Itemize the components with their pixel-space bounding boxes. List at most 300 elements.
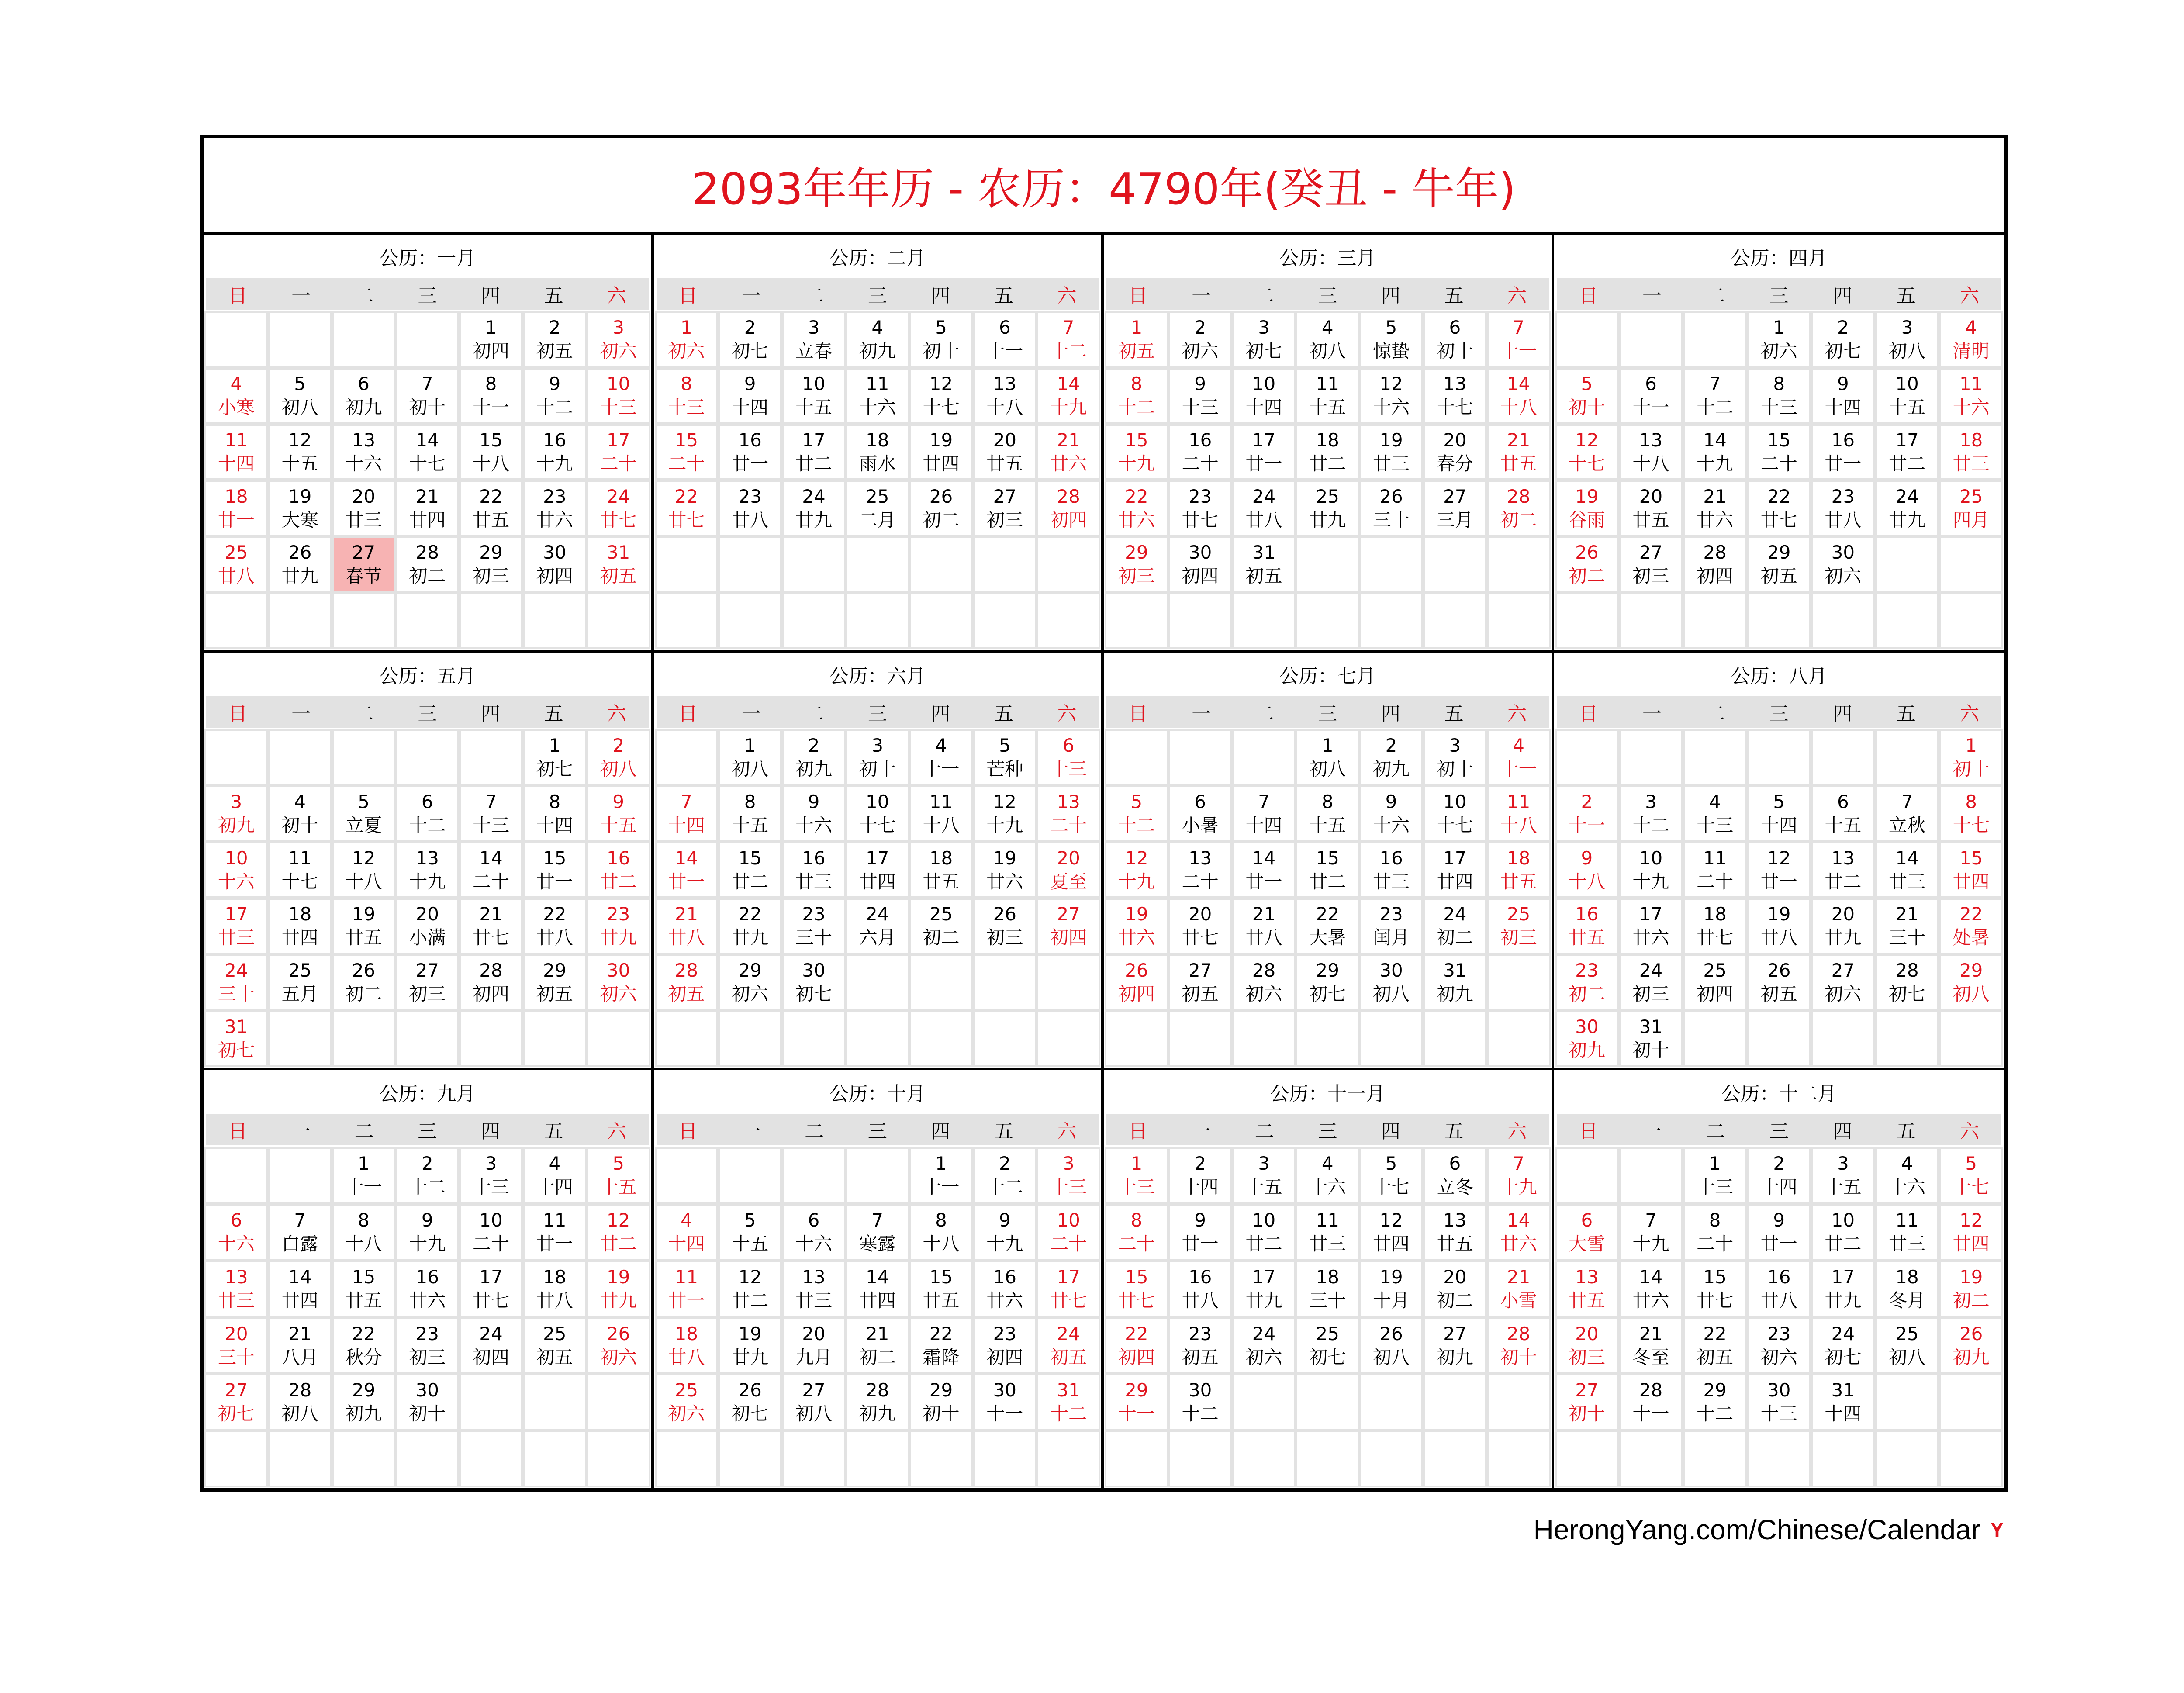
day-cell[interactable]	[1621, 1375, 1681, 1429]
day-cell[interactable]	[720, 1206, 780, 1259]
day-cell[interactable]	[720, 370, 780, 422]
day-cell[interactable]	[657, 1262, 717, 1316]
day-cell[interactable]	[525, 1262, 585, 1316]
day-cell[interactable]	[784, 787, 844, 840]
day-cell[interactable]	[1361, 843, 1421, 896]
day-cell[interactable]	[1749, 1206, 1809, 1259]
day-cell[interactable]	[1621, 538, 1681, 591]
day-cell[interactable]	[461, 313, 521, 366]
day-cell[interactable]	[397, 843, 457, 896]
day-cell[interactable]	[1106, 313, 1167, 366]
day-cell[interactable]	[1038, 843, 1099, 896]
day-cell[interactable]	[1297, 900, 1358, 953]
day-cell[interactable]	[1170, 1262, 1230, 1316]
day-cell[interactable]	[1685, 538, 1745, 591]
day-cell[interactable]	[847, 426, 908, 479]
day-cell[interactable]	[525, 1206, 585, 1259]
day-cell[interactable]	[1749, 1375, 1809, 1429]
day-cell[interactable]	[1621, 426, 1681, 479]
day-cell[interactable]	[847, 1262, 908, 1316]
day-cell[interactable]	[657, 787, 717, 840]
day-cell[interactable]	[975, 1319, 1035, 1372]
day-cell[interactable]	[975, 482, 1035, 535]
day-cell[interactable]	[1425, 313, 1485, 366]
day-cell[interactable]	[1489, 370, 1549, 422]
day-cell[interactable]	[1489, 426, 1549, 479]
day-cell[interactable]	[1557, 1012, 1617, 1065]
day-cell[interactable]	[1749, 313, 1809, 366]
day-cell[interactable]	[1038, 1319, 1099, 1372]
day-cell[interactable]	[1813, 956, 1873, 1009]
day-cell[interactable]	[720, 1262, 780, 1316]
day-cell[interactable]	[1749, 426, 1809, 479]
day-cell[interactable]	[588, 426, 649, 479]
day-cell[interactable]	[847, 843, 908, 896]
day-cell[interactable]	[588, 370, 649, 422]
day-cell[interactable]	[1941, 1206, 2001, 1259]
day-cell[interactable]	[1941, 956, 2001, 1009]
day-cell[interactable]	[1297, 1206, 1358, 1259]
day-cell[interactable]	[1749, 538, 1809, 591]
day-cell[interactable]	[1425, 1262, 1485, 1316]
day-cell[interactable]	[397, 1262, 457, 1316]
day-cell[interactable]	[206, 956, 266, 1009]
day-cell[interactable]	[720, 1375, 780, 1429]
day-cell[interactable]	[847, 1206, 908, 1259]
day-cell[interactable]	[1685, 370, 1745, 422]
day-cell[interactable]	[1361, 1262, 1421, 1316]
day-cell[interactable]	[1170, 426, 1230, 479]
day-cell[interactable]	[720, 313, 780, 366]
day-cell[interactable]	[1489, 1319, 1549, 1372]
day-cell[interactable]	[461, 900, 521, 953]
day-cell[interactable]	[1489, 482, 1549, 535]
day-cell[interactable]	[1877, 426, 1938, 479]
day-cell[interactable]	[1170, 313, 1230, 366]
day-cell[interactable]	[847, 900, 908, 953]
day-cell[interactable]	[397, 956, 457, 1009]
day-cell[interactable]	[847, 731, 908, 784]
day-cell[interactable]	[461, 1319, 521, 1372]
day-cell[interactable]	[1361, 731, 1421, 784]
day-cell[interactable]	[847, 313, 908, 366]
day-cell[interactable]	[1749, 787, 1809, 840]
day-cell[interactable]	[270, 956, 330, 1009]
day-cell[interactable]	[720, 1319, 780, 1372]
day-cell[interactable]	[1038, 1262, 1099, 1316]
day-cell[interactable]	[270, 1262, 330, 1316]
day-cell[interactable]	[1621, 482, 1681, 535]
day-cell[interactable]	[975, 370, 1035, 422]
day-cell[interactable]	[1941, 1319, 2001, 1372]
day-cell[interactable]	[1685, 1319, 1745, 1372]
day-cell[interactable]	[1170, 956, 1230, 1009]
day-cell[interactable]	[270, 482, 330, 535]
day-cell[interactable]	[784, 843, 844, 896]
day-cell[interactable]	[1425, 1206, 1485, 1259]
day-cell[interactable]	[1877, 956, 1938, 1009]
day-cell[interactable]	[911, 313, 971, 366]
day-cell[interactable]	[334, 1319, 394, 1372]
day-cell[interactable]	[1361, 1206, 1421, 1259]
day-cell[interactable]	[1361, 787, 1421, 840]
day-cell[interactable]	[1038, 1375, 1099, 1429]
day-cell[interactable]	[1489, 731, 1549, 784]
day-cell[interactable]	[461, 538, 521, 591]
day-cell[interactable]	[1685, 482, 1745, 535]
day-cell[interactable]	[847, 1319, 908, 1372]
day-cell[interactable]	[720, 426, 780, 479]
day-cell[interactable]	[1557, 843, 1617, 896]
day-cell[interactable]	[1234, 538, 1294, 591]
day-cell[interactable]	[1106, 1319, 1167, 1372]
day-cell[interactable]	[588, 787, 649, 840]
day-cell[interactable]	[1557, 426, 1617, 479]
day-cell[interactable]	[1425, 1149, 1485, 1202]
day-cell[interactable]	[1106, 370, 1167, 422]
day-cell[interactable]	[397, 1149, 457, 1202]
day-cell[interactable]	[270, 900, 330, 953]
day-cell[interactable]	[1106, 426, 1167, 479]
day-cell[interactable]	[270, 843, 330, 896]
day-cell[interactable]	[1813, 426, 1873, 479]
day-cell[interactable]	[1297, 1262, 1358, 1316]
day-cell[interactable]	[588, 900, 649, 953]
day-cell[interactable]	[975, 313, 1035, 366]
day-cell[interactable]	[784, 1262, 844, 1316]
day-cell[interactable]	[1813, 370, 1873, 422]
day-cell[interactable]	[1361, 426, 1421, 479]
day-cell[interactable]	[911, 426, 971, 479]
day-cell[interactable]	[1170, 1149, 1230, 1202]
day-cell[interactable]	[975, 787, 1035, 840]
day-cell[interactable]	[397, 1375, 457, 1429]
day-cell[interactable]	[657, 1206, 717, 1259]
day-cell[interactable]	[911, 1262, 971, 1316]
day-cell[interactable]	[1297, 370, 1358, 422]
day-cell[interactable]	[1941, 900, 2001, 953]
day-cell[interactable]	[270, 1375, 330, 1429]
day-cell[interactable]	[975, 843, 1035, 896]
day-cell[interactable]	[657, 956, 717, 1009]
day-cell[interactable]	[334, 482, 394, 535]
day-cell[interactable]	[1877, 1319, 1938, 1372]
day-cell[interactable]	[1106, 956, 1167, 1009]
day-cell[interactable]	[588, 482, 649, 535]
day-cell[interactable]	[1106, 1375, 1167, 1429]
day-cell[interactable]	[588, 1319, 649, 1372]
day-cell[interactable]	[1557, 900, 1617, 953]
day-cell[interactable]	[1557, 787, 1617, 840]
day-cell[interactable]	[720, 731, 780, 784]
day-cell[interactable]	[847, 482, 908, 535]
day-cell[interactable]	[1685, 1262, 1745, 1316]
day-cell[interactable]	[1489, 313, 1549, 366]
day-cell[interactable]	[1877, 843, 1938, 896]
day-cell[interactable]	[1234, 1149, 1294, 1202]
day-cell[interactable]	[1941, 731, 2001, 784]
day-cell[interactable]	[1557, 956, 1617, 1009]
day-cell[interactable]	[1038, 1149, 1099, 1202]
day-cell[interactable]	[525, 900, 585, 953]
day-cell[interactable]	[334, 538, 394, 591]
day-cell[interactable]	[720, 900, 780, 953]
day-cell[interactable]	[1557, 1262, 1617, 1316]
day-cell[interactable]	[1489, 1262, 1549, 1316]
day-cell[interactable]	[1685, 787, 1745, 840]
day-cell[interactable]	[1425, 900, 1485, 953]
day-cell[interactable]	[588, 731, 649, 784]
day-cell[interactable]	[1361, 313, 1421, 366]
day-cell[interactable]	[461, 1262, 521, 1316]
day-cell[interactable]	[657, 370, 717, 422]
day-cell[interactable]	[461, 843, 521, 896]
day-cell[interactable]	[1106, 482, 1167, 535]
day-cell[interactable]	[784, 1319, 844, 1372]
day-cell[interactable]	[1234, 1262, 1294, 1316]
day-cell[interactable]	[784, 313, 844, 366]
day-cell[interactable]	[1557, 370, 1617, 422]
day-cell[interactable]	[1106, 1149, 1167, 1202]
day-cell[interactable]	[975, 731, 1035, 784]
day-cell[interactable]	[657, 313, 717, 366]
day-cell[interactable]	[334, 370, 394, 422]
day-cell[interactable]	[911, 482, 971, 535]
day-cell[interactable]	[1170, 482, 1230, 535]
day-cell[interactable]	[1234, 426, 1294, 479]
day-cell[interactable]	[1234, 787, 1294, 840]
day-cell[interactable]	[1813, 1206, 1873, 1259]
day-cell[interactable]	[1170, 1319, 1230, 1372]
day-cell[interactable]	[1621, 956, 1681, 1009]
day-cell[interactable]	[1813, 1375, 1873, 1429]
day-cell[interactable]	[397, 370, 457, 422]
day-cell[interactable]	[1297, 426, 1358, 479]
day-cell[interactable]	[784, 956, 844, 1009]
day-cell[interactable]	[1685, 1149, 1745, 1202]
day-cell[interactable]	[1749, 370, 1809, 422]
day-cell[interactable]	[1621, 1319, 1681, 1372]
day-cell[interactable]	[1941, 482, 2001, 535]
day-cell[interactable]	[1038, 482, 1099, 535]
day-cell[interactable]	[334, 843, 394, 896]
day-cell[interactable]	[1297, 482, 1358, 535]
day-cell[interactable]	[657, 1319, 717, 1372]
day-cell[interactable]	[1038, 1206, 1099, 1259]
day-cell[interactable]	[461, 787, 521, 840]
day-cell[interactable]	[1106, 843, 1167, 896]
day-cell[interactable]	[588, 956, 649, 1009]
day-cell[interactable]	[1297, 731, 1358, 784]
day-cell[interactable]	[1813, 313, 1873, 366]
day-cell[interactable]	[1621, 1206, 1681, 1259]
day-cell[interactable]	[525, 426, 585, 479]
day-cell[interactable]	[270, 538, 330, 591]
day-cell[interactable]	[1621, 370, 1681, 422]
day-cell[interactable]	[784, 482, 844, 535]
day-cell[interactable]	[397, 482, 457, 535]
day-cell[interactable]	[784, 731, 844, 784]
day-cell[interactable]	[1685, 956, 1745, 1009]
day-cell[interactable]	[1941, 426, 2001, 479]
day-cell[interactable]	[1297, 956, 1358, 1009]
day-cell[interactable]	[1685, 1206, 1745, 1259]
day-cell[interactable]	[588, 1149, 649, 1202]
day-cell[interactable]	[206, 900, 266, 953]
day-cell[interactable]	[657, 900, 717, 953]
day-cell[interactable]	[1234, 1206, 1294, 1259]
day-cell[interactable]	[975, 1375, 1035, 1429]
day-cell[interactable]	[1106, 1262, 1167, 1316]
day-cell[interactable]	[1621, 787, 1681, 840]
day-cell[interactable]	[1106, 1206, 1167, 1259]
day-cell[interactable]	[334, 900, 394, 953]
day-cell[interactable]	[461, 426, 521, 479]
day-cell[interactable]	[657, 482, 717, 535]
day-cell[interactable]	[397, 538, 457, 591]
day-cell[interactable]	[1685, 426, 1745, 479]
day-cell[interactable]	[397, 787, 457, 840]
day-cell[interactable]	[1234, 900, 1294, 953]
day-cell[interactable]	[1557, 482, 1617, 535]
day-cell[interactable]	[1749, 1262, 1809, 1316]
day-cell[interactable]	[334, 1262, 394, 1316]
day-cell[interactable]	[1749, 482, 1809, 535]
day-cell[interactable]	[1941, 313, 2001, 366]
day-cell[interactable]	[525, 482, 585, 535]
day-cell[interactable]	[1941, 787, 2001, 840]
day-cell[interactable]	[1877, 313, 1938, 366]
day-cell[interactable]	[461, 370, 521, 422]
day-cell[interactable]	[1425, 843, 1485, 896]
day-cell[interactable]	[1170, 1206, 1230, 1259]
day-cell[interactable]	[1425, 370, 1485, 422]
day-cell[interactable]	[1557, 1206, 1617, 1259]
day-cell[interactable]	[397, 1206, 457, 1259]
day-cell[interactable]	[588, 843, 649, 896]
day-cell[interactable]	[1813, 538, 1873, 591]
day-cell[interactable]	[1813, 900, 1873, 953]
day-cell[interactable]	[657, 843, 717, 896]
day-cell[interactable]	[1361, 370, 1421, 422]
day-cell[interactable]	[206, 482, 266, 535]
day-cell[interactable]	[206, 787, 266, 840]
day-cell[interactable]	[720, 956, 780, 1009]
day-cell[interactable]	[1170, 538, 1230, 591]
day-cell[interactable]	[461, 1149, 521, 1202]
day-cell[interactable]	[1170, 900, 1230, 953]
day-cell[interactable]	[397, 426, 457, 479]
day-cell[interactable]	[1038, 370, 1099, 422]
day-cell[interactable]	[1297, 843, 1358, 896]
day-cell[interactable]	[847, 370, 908, 422]
day-cell[interactable]	[525, 787, 585, 840]
day-cell[interactable]	[911, 1319, 971, 1372]
day-cell[interactable]	[1489, 1206, 1549, 1259]
day-cell[interactable]	[911, 843, 971, 896]
day-cell[interactable]	[1489, 843, 1549, 896]
day-cell[interactable]	[1170, 1375, 1230, 1429]
day-cell[interactable]	[975, 1149, 1035, 1202]
day-cell[interactable]	[911, 731, 971, 784]
day-cell[interactable]	[720, 787, 780, 840]
day-cell[interactable]	[1234, 843, 1294, 896]
day-cell[interactable]	[784, 1206, 844, 1259]
day-cell[interactable]	[334, 787, 394, 840]
day-cell[interactable]	[334, 1375, 394, 1429]
day-cell[interactable]	[588, 1262, 649, 1316]
day-cell[interactable]	[911, 787, 971, 840]
day-cell[interactable]	[397, 900, 457, 953]
day-cell[interactable]	[525, 370, 585, 422]
day-cell[interactable]	[525, 1319, 585, 1372]
day-cell[interactable]	[1685, 900, 1745, 953]
day-cell[interactable]	[334, 956, 394, 1009]
day-cell[interactable]	[461, 482, 521, 535]
day-cell[interactable]	[1621, 1012, 1681, 1065]
day-cell[interactable]	[525, 313, 585, 366]
day-cell[interactable]	[588, 538, 649, 591]
day-cell[interactable]	[206, 1206, 266, 1259]
day-cell[interactable]	[270, 1319, 330, 1372]
day-cell[interactable]	[206, 370, 266, 422]
day-cell[interactable]	[1749, 900, 1809, 953]
day-cell[interactable]	[975, 900, 1035, 953]
day-cell[interactable]	[1425, 787, 1485, 840]
day-cell[interactable]	[1621, 843, 1681, 896]
day-cell[interactable]	[1425, 482, 1485, 535]
day-cell[interactable]	[1813, 1262, 1873, 1316]
day-cell[interactable]	[1425, 731, 1485, 784]
day-cell[interactable]	[847, 787, 908, 840]
day-cell[interactable]	[1813, 1319, 1873, 1372]
day-cell[interactable]	[1038, 900, 1099, 953]
day-cell[interactable]	[657, 426, 717, 479]
day-cell[interactable]	[1361, 1319, 1421, 1372]
day-cell[interactable]	[1877, 1206, 1938, 1259]
day-cell[interactable]	[1106, 538, 1167, 591]
day-cell[interactable]	[1234, 370, 1294, 422]
day-cell[interactable]	[720, 843, 780, 896]
day-cell[interactable]	[1877, 1262, 1938, 1316]
day-cell[interactable]	[461, 1206, 521, 1259]
day-cell[interactable]	[1621, 900, 1681, 953]
day-cell[interactable]	[1297, 1319, 1358, 1372]
day-cell[interactable]	[784, 426, 844, 479]
day-cell[interactable]	[1813, 482, 1873, 535]
day-cell[interactable]	[334, 426, 394, 479]
day-cell[interactable]	[1170, 370, 1230, 422]
day-cell[interactable]	[1685, 843, 1745, 896]
day-cell[interactable]	[1557, 538, 1617, 591]
day-cell[interactable]	[975, 1262, 1035, 1316]
day-cell[interactable]	[911, 1206, 971, 1259]
day-cell[interactable]	[1038, 426, 1099, 479]
day-cell[interactable]	[525, 843, 585, 896]
day-cell[interactable]	[1361, 1149, 1421, 1202]
day-cell[interactable]	[911, 1375, 971, 1429]
day-cell[interactable]	[206, 538, 266, 591]
day-cell[interactable]	[1234, 956, 1294, 1009]
day-cell[interactable]	[1425, 956, 1485, 1009]
day-cell[interactable]	[975, 1206, 1035, 1259]
day-cell[interactable]	[588, 1206, 649, 1259]
day-cell[interactable]	[1234, 1319, 1294, 1372]
day-cell[interactable]	[1106, 900, 1167, 953]
day-cell[interactable]	[1941, 1262, 2001, 1316]
day-cell[interactable]	[1234, 482, 1294, 535]
day-cell[interactable]	[1361, 900, 1421, 953]
